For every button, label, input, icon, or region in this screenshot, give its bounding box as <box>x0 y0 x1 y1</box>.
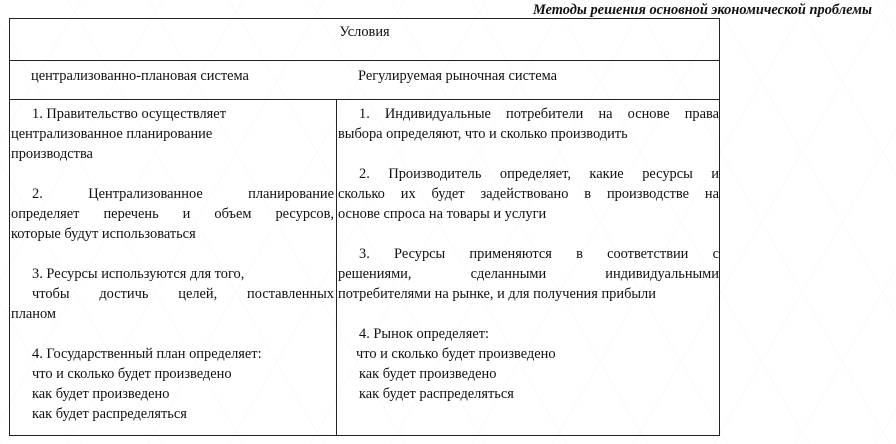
list-item: 4. Рынок определяет: что и сколько будет произведено как будет произведено как будет распределяться <box>356 326 556 402</box>
planned-system-cell <box>11 104 334 444</box>
column-header-planned: централизованно-плановая система <box>31 68 249 84</box>
list-item: 1. Индивидуальные потребители на основе права выбора определяют, что и сколько производить <box>338 106 719 142</box>
list-item: 1. Правительство осуществляет централизованное планирование производства <box>11 106 226 162</box>
page-title: Методы решения основной экономической проблемы <box>532 2 872 18</box>
table-divider <box>10 60 719 61</box>
methods-table <box>9 18 720 436</box>
column-divider <box>336 99 337 435</box>
column-header-market: Регулируемая рыночная система <box>358 68 558 84</box>
list-item: 3. Ресурсы используются для того, чтобы достичь целей, поставленных планом <box>11 266 334 322</box>
list-item: 3. Ресурсы применяются в соответствии с решениями, сделанными индивидуальными потребителями на рынке, и для получения прибыли <box>338 246 719 302</box>
market-system-cell <box>338 104 719 424</box>
table-divider <box>10 99 719 100</box>
list-item: 4. Государственный план определяет: что и сколько будет произведено как будет произведено как будет распределяться <box>32 346 262 422</box>
list-item: 2. Централизованное планирование определяет перечень и объем ресурсов, которые будут использоваться <box>11 186 334 242</box>
table-header: Условия <box>339 24 390 40</box>
list-item: 2. Производитель определяет, какие ресурсы и сколько их будет задействовано в производстве на основе спроса на товары и услуги <box>338 166 719 222</box>
